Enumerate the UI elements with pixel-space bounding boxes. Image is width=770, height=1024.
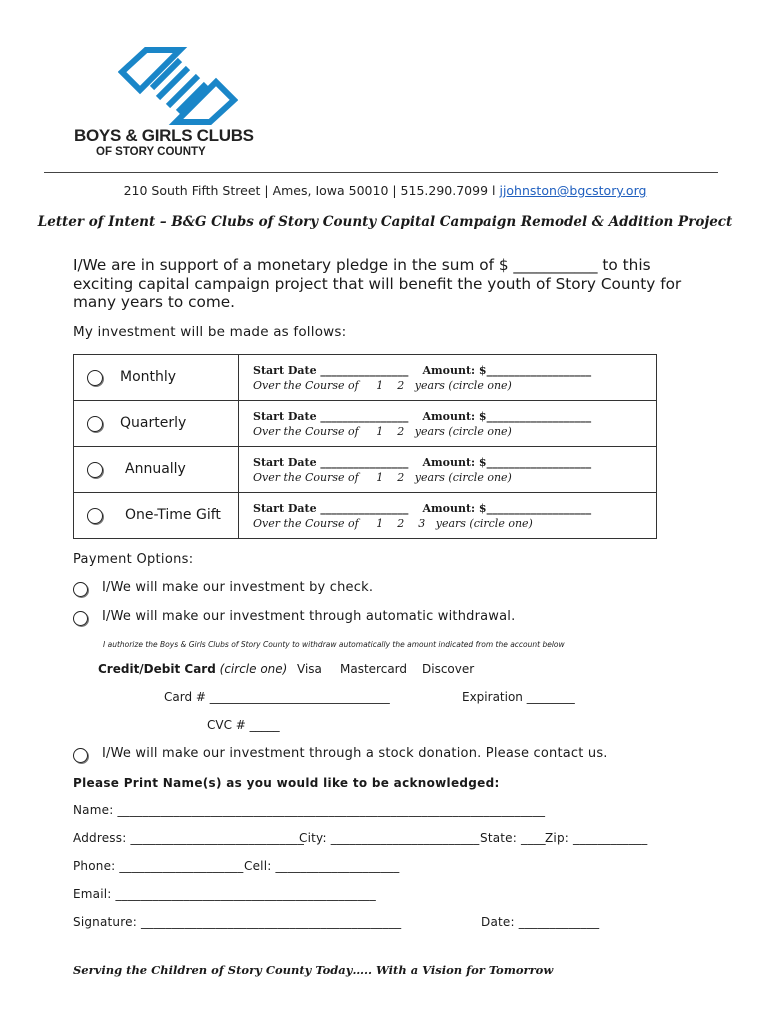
date-field[interactable]: Date: _____________ — [481, 915, 600, 929]
option-details — [239, 493, 657, 539]
course-label: Over the Course of — [253, 516, 359, 530]
authorization-note: I authorize the Boys & Girls Clubs of Story County to withdraw automatically the amount indicated from the account below — [103, 640, 565, 649]
footer-tagline: Serving the Children of Story County Today….. With a Vision for Tomorrow — [73, 963, 554, 977]
automatic-withdrawal-label: I/We will make our investment through automatic withdrawal. — [102, 609, 516, 624]
year-option[interactable]: 1 — [376, 516, 384, 530]
cell-field[interactable]: Cell: ____________________ — [244, 859, 400, 873]
year-option[interactable]: 1 — [376, 470, 384, 484]
name-field[interactable]: Name: _____________________________________________________________________ — [73, 803, 546, 817]
city-field[interactable]: City: ________________________ — [299, 831, 480, 845]
option-details — [239, 447, 657, 493]
start-date-field[interactable]: Start Date ________________ — [253, 363, 409, 377]
email-field[interactable]: Email: __________________________________________ — [73, 887, 376, 901]
header-divider — [44, 172, 718, 173]
year-option[interactable]: 3 — [418, 516, 426, 530]
radio-circle-icon[interactable] — [87, 462, 103, 478]
year-option[interactable]: 2 — [397, 516, 405, 530]
amount-field[interactable]: Amount: $___________________ — [422, 455, 592, 469]
signature-field[interactable]: Signature: __________________________________________ — [73, 915, 402, 929]
years-suffix: years (circle one) — [414, 470, 512, 484]
table-row — [74, 493, 657, 539]
course-label: Over the Course of — [253, 424, 359, 438]
pay-by-check-label: I/We will make our investment by check. — [102, 580, 374, 595]
year-option[interactable]: 1 — [376, 424, 384, 438]
radio-circle-icon[interactable] — [73, 582, 88, 597]
radio-circle-icon[interactable] — [87, 416, 103, 432]
option-one-time-gift[interactable] — [74, 493, 239, 539]
course-label: Over the Course of — [253, 378, 359, 392]
card-discover[interactable]: Discover — [422, 662, 475, 676]
card-mastercard[interactable]: Mastercard — [340, 662, 408, 676]
card-visa[interactable]: Visa — [297, 662, 322, 676]
radio-circle-icon[interactable] — [87, 370, 103, 386]
option-annually[interactable] — [74, 447, 239, 493]
amount-field[interactable]: Amount: $___________________ — [422, 409, 592, 423]
years-suffix: years (circle one) — [414, 424, 512, 438]
card-type-line — [98, 662, 287, 676]
card-note: (circle one) — [219, 662, 288, 676]
pledge-statement: I/We are in support of a monetary pledge in the sum of $ ___________ to this exciting capital campaign project that will benefit the youth of Story County for many years to come. — [73, 256, 682, 311]
contact-line — [0, 183, 770, 198]
year-option[interactable]: 1 — [376, 378, 384, 392]
table-row — [74, 401, 657, 447]
stock-donation-label: I/We will make our investment through a stock donation. Please contact us. — [102, 746, 608, 761]
state-field[interactable]: State: ____ — [480, 831, 546, 845]
card-label: Credit/Debit Card — [98, 662, 216, 676]
amount-field[interactable]: Amount: $___________________ — [422, 363, 592, 377]
acknowledgement-heading: Please Print Name(s) as you would like to be acknowledged: — [73, 776, 500, 790]
start-date-field[interactable]: Start Date ________________ — [253, 501, 409, 515]
option-details — [239, 355, 657, 401]
start-date-field[interactable]: Start Date ________________ — [253, 455, 409, 469]
bgc-logo — [74, 40, 294, 165]
address-field[interactable]: Address: ____________________________ — [73, 831, 305, 845]
year-option[interactable]: 2 — [397, 470, 405, 484]
logo-title: BOYS & GIRLS CLUBS — [74, 126, 254, 145]
table-row — [74, 355, 657, 401]
amount-field[interactable]: Amount: $___________________ — [422, 501, 592, 515]
course-label: Over the Course of — [253, 470, 359, 484]
street-address: 210 South Fifth Street | Ames, Iowa 50010 | 515.290.7099 l — [123, 183, 496, 198]
year-option[interactable]: 2 — [397, 378, 405, 392]
radio-circle-icon[interactable] — [73, 748, 88, 763]
investment-label: My investment will be made as follows: — [73, 324, 347, 340]
table-row — [74, 447, 657, 493]
years-suffix: years (circle one) — [435, 516, 533, 530]
card-number-field[interactable]: Card # ______________________________ — [164, 690, 390, 704]
investment-schedule-table — [73, 354, 657, 539]
radio-circle-icon[interactable] — [73, 611, 88, 626]
cvc-field[interactable]: CVC # _____ — [207, 718, 280, 732]
option-monthly[interactable] — [74, 355, 239, 401]
option-details — [239, 401, 657, 447]
expiration-field[interactable]: Expiration ________ — [462, 690, 575, 704]
email-link[interactable]: jjohnston@bgcstory.org — [499, 183, 647, 198]
phone-field[interactable]: Phone: ____________________ — [73, 859, 244, 873]
payment-options-label: Payment Options: — [73, 552, 194, 567]
logo-subtitle: OF STORY COUNTY — [96, 146, 206, 158]
clasped-hands-logo-icon — [118, 46, 238, 126]
option-label: Quarterly — [120, 414, 187, 431]
start-date-field[interactable]: Start Date ________________ — [253, 409, 409, 423]
letter-title: Letter of Intent – B&G Clubs of Story County Capital Campaign Remodel & Addition Project — [37, 214, 733, 230]
option-label: Annually — [125, 460, 186, 477]
zip-field[interactable]: Zip: ____________ — [545, 831, 648, 845]
option-label: Monthly — [120, 368, 177, 385]
option-quarterly[interactable] — [74, 401, 239, 447]
radio-circle-icon[interactable] — [87, 508, 103, 524]
option-label: One-Time Gift — [125, 506, 221, 523]
year-option[interactable]: 2 — [397, 424, 405, 438]
years-suffix: years (circle one) — [414, 378, 512, 392]
